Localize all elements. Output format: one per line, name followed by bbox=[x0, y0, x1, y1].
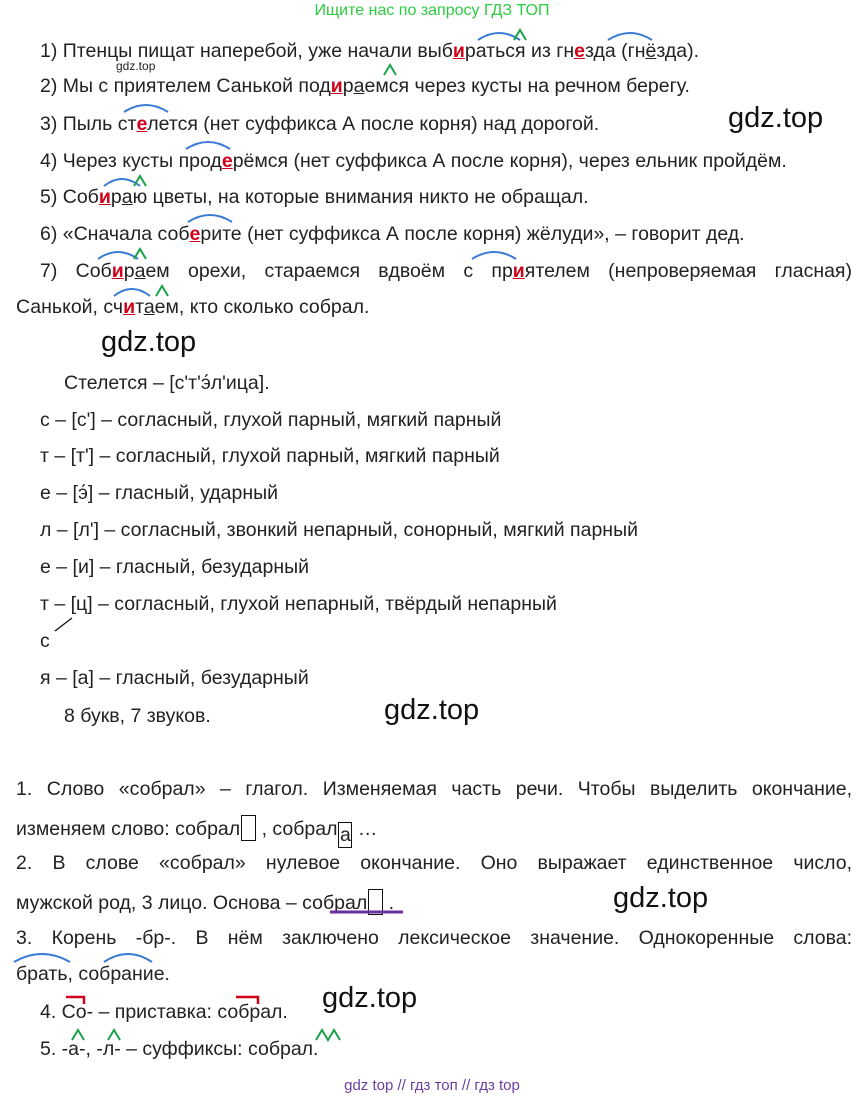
phonetic-row: л – [л'] – согласный, звонкий непарный, сонорный, мягкий парный bbox=[40, 519, 638, 541]
root-arc bbox=[124, 105, 168, 112]
morph-paragraph-2-cont: мужской род, 3 лицо. Основа – собрал . bbox=[16, 889, 394, 915]
phonetic-row: е – [и] – гласный, безударный bbox=[40, 556, 310, 578]
top-banner[interactable]: Ищите нас по запросу ГДЗ ТОП bbox=[314, 2, 550, 19]
morph-paragraph-3-cont: брать, собрание. bbox=[16, 963, 170, 985]
phonetic-row: я – [а] – гласный, безударный bbox=[40, 667, 309, 689]
root-arc bbox=[472, 252, 516, 259]
root-arc bbox=[186, 142, 230, 149]
morph-paragraph-1-cont: изменяем слово: собрал , собрал а … bbox=[16, 815, 377, 848]
root-arc bbox=[98, 252, 138, 259]
phonetic-title: Стелется – [с'т'э́л'ица]. bbox=[64, 372, 270, 394]
phonetic-row: т – [т'] – согласный, глухой парный, мягкий парный bbox=[40, 445, 500, 467]
watermark: gdz.top bbox=[728, 102, 824, 134]
footer-links[interactable]: gdz top // гдз топ // гдз top bbox=[344, 1077, 520, 1094]
root-arc bbox=[14, 954, 70, 962]
ending-box bbox=[241, 815, 256, 841]
suffix-mark bbox=[316, 1030, 340, 1040]
phonetic-row: т – [ц] – согласный, глухой непарный, твёрдый непарный bbox=[40, 593, 557, 615]
watermark: gdz.top bbox=[384, 694, 480, 726]
sentence-3: 3) Пыль стелется (нет суффикса А после корня) над дорогой. bbox=[40, 113, 600, 135]
sentence-5: 5) Собираю цветы, на которые внимания никто не обращал. bbox=[40, 186, 589, 208]
morph-paragraph-5: 5. -а-, -л- – суффиксы: собрал. bbox=[40, 1038, 319, 1060]
watermark: gdz.top bbox=[322, 982, 418, 1014]
ending-box: а bbox=[340, 824, 351, 846]
morph-paragraph-1: 1. Слово «собрал» – глагол. Изменяемая часть речи. Чтобы выделить окончание, bbox=[16, 778, 852, 800]
sentence-7: 7) Собираем орехи, стараемся вдвоём с приятелем (непроверяемая гласная) bbox=[40, 260, 852, 282]
phonetic-summary: 8 букв, 7 звуков. bbox=[64, 705, 211, 727]
phonetic-row: с – [с'] – согласный, глухой парный, мягкий парный bbox=[40, 409, 502, 431]
root-arc bbox=[104, 954, 152, 962]
sentence-1: 1) Птенцы пищат наперебой, уже начали выбираться из гнезда (гнёзда). bbox=[40, 40, 700, 62]
sentence-4: 4) Через кусты продерёмся (нет суффикса А после корня), через ельник пройдём. bbox=[40, 150, 787, 172]
morph-paragraph-2: 2. В слове «собрал» нулевое окончание. Оно выражает единственное число, bbox=[16, 852, 852, 874]
watermark-small: gdz.top bbox=[116, 59, 156, 73]
ending-box bbox=[368, 889, 383, 915]
sentence-6: 6) «Сначала соберите (нет суффикса А после корня) жёлуди», – говорит дед. bbox=[40, 223, 745, 245]
phonetic-row: с bbox=[40, 630, 50, 652]
morph-paragraph-3: 3. Корень -бр-. В нём заключено лексическое значение. Однокоренные слова: bbox=[16, 927, 852, 949]
slash-mark bbox=[55, 618, 72, 631]
watermark: gdz.top bbox=[101, 326, 197, 358]
morph-paragraph-4: 4. Со- – приставка: собрал. bbox=[40, 1001, 288, 1023]
root-arc bbox=[188, 215, 232, 222]
phonetic-row: е – [э́] – гласный, ударный bbox=[40, 482, 279, 504]
sentence-7-cont: Санькой, считаем, кто сколько собрал. bbox=[16, 296, 370, 318]
sentence-2: 2) Мы с приятелем Санькой подираемся через кусты на речном берегу. bbox=[40, 75, 690, 97]
watermark: gdz.top bbox=[613, 882, 709, 914]
suffix-mark bbox=[134, 249, 146, 259]
